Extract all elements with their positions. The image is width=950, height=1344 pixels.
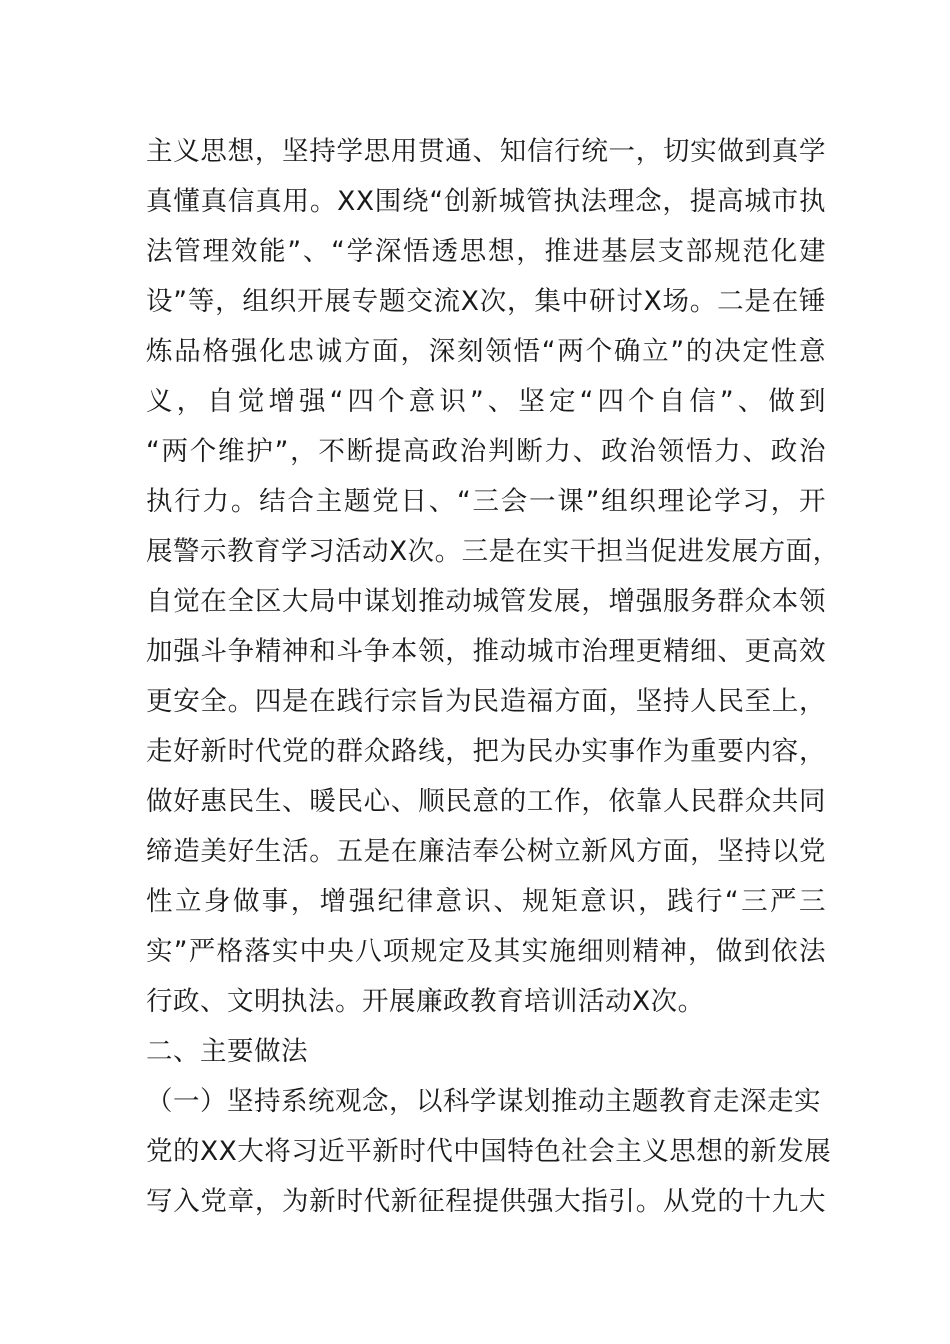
text-line: 炼品格强化忠诚方面，深刻领悟“两个确立”的决定性意 xyxy=(146,336,826,367)
text-line: 展警示教育学习活动X次。三是在实干担当促进发展方面， xyxy=(146,536,840,567)
text-line: 真懂真信真用。XX围绕“创新城管执法理念，提高城市执 xyxy=(146,186,826,217)
text-line: 党的XX大将习近平新时代中国特色社会主义思想的新发展 xyxy=(146,1136,832,1167)
text-line: 法管理效能”、“学深悟透思想，推进基层支部规范化建 xyxy=(146,236,826,267)
text-line: 走好新时代党的群众路线，把为民办实事作为重要内容， xyxy=(146,736,826,767)
text-line: 性立身做事，增强纪律意识、规矩意识，践行“三严三 xyxy=(146,886,826,917)
text-line: 更安全。四是在践行宗旨为民造福方面，坚持人民至上， xyxy=(146,686,826,717)
text-line: 设”等，组织开展专题交流X次，集中研讨X场。二是在锤 xyxy=(146,286,826,317)
body-text xyxy=(146,127,840,1227)
text-line: 缔造美好生活。五是在廉洁奉公树立新风方面，坚持以党 xyxy=(146,836,826,867)
text-line: 自觉在全区大局中谋划推动城管发展，增强服务群众本领 xyxy=(146,586,826,617)
text-line: 写入党章，为新时代新征程提供强大指引。从党的十九大 xyxy=(146,1186,826,1217)
section-heading: 二、主要做法 xyxy=(146,1036,308,1067)
text-line: 实”严格落实中央八项规定及其实施细则精神，做到依法 xyxy=(146,936,826,967)
text-line: 执行力。结合主题党日、“三会一课”组织理论学习，开 xyxy=(146,486,826,517)
text-line: 加强斗争精神和斗争本领，推动城市治理更精细、更高效 xyxy=(146,636,826,667)
text-line: 做好惠民生、暖民心、顺民意的工作，依靠人民群众共同 xyxy=(146,786,826,817)
text-line: “两个维护”，不断提高政治判断力、政治领悟力、政治 xyxy=(146,436,826,467)
subsection-heading: （一）坚持系统观念，以科学谋划推动主题教育走深走实 xyxy=(146,1086,821,1117)
text-line: 主义思想，坚持学思用贯通、知信行统一，切实做到真学 xyxy=(146,136,826,167)
text-line: 行政、文明执法。开展廉政教育培训活动X次。 xyxy=(146,986,705,1017)
text-line: 义，自觉增强“四个意识”、坚定“四个自信”、做到 xyxy=(146,386,826,417)
